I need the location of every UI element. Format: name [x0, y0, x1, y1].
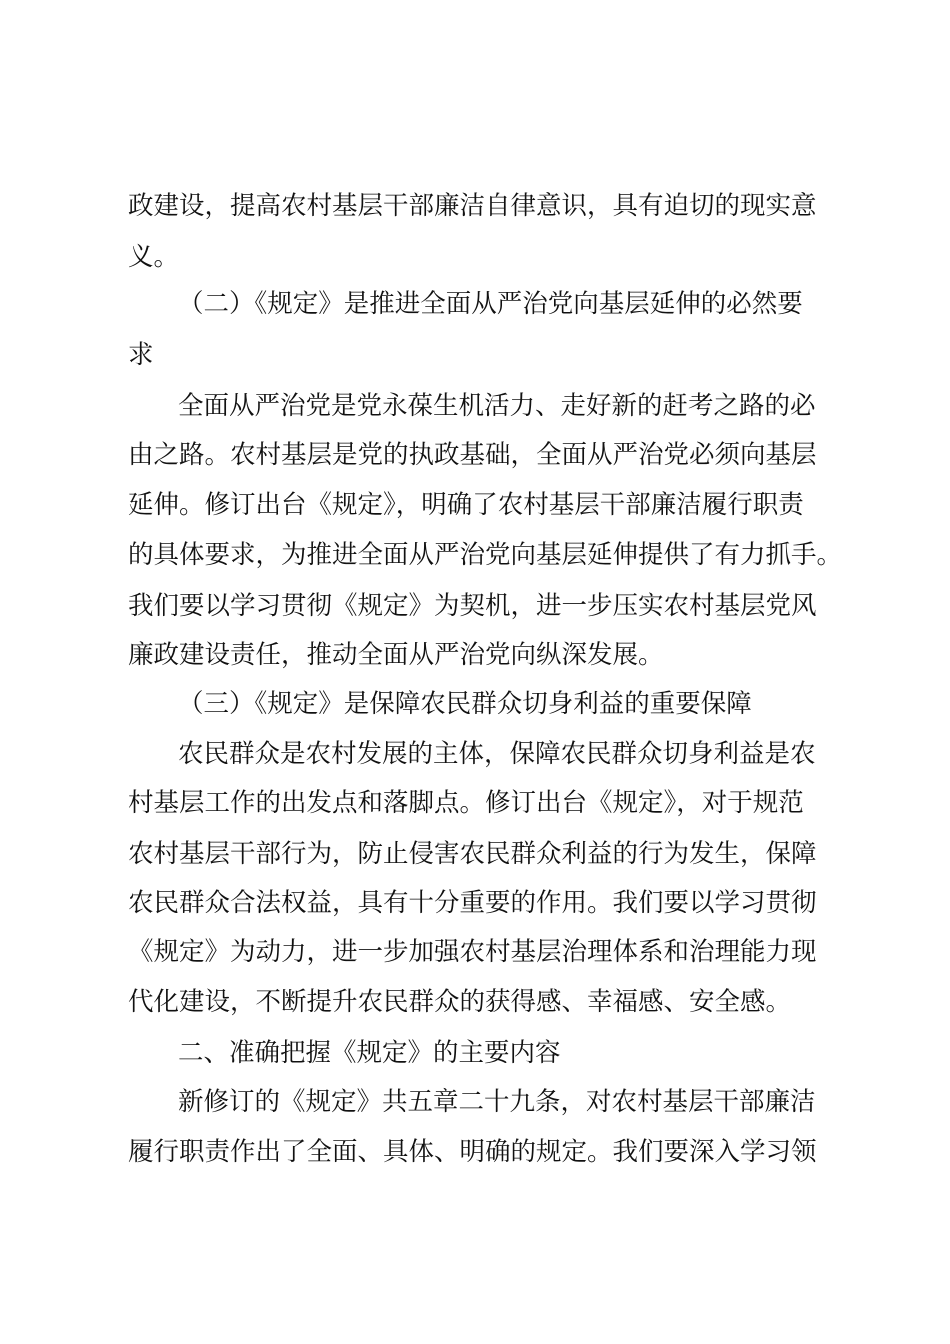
paragraph-line: 延伸。修订出台《规定》，明确了农村基层干部廉洁履行职责: [128, 490, 804, 520]
paragraph-line: 政建设，提高农村基层干部廉洁自律意识，具有迫切的现实意: [128, 191, 817, 221]
paragraph-line: 义。: [128, 242, 180, 272]
paragraph-line: 《规定》为动力，进一步加强农村基层治理体系和治理能力现: [128, 937, 817, 967]
paragraph-line: 廉政建设责任，推动全面从严治党向纵深发展。: [128, 640, 664, 670]
paragraph-line: 农村基层干部行为，防止侵害农民群众利益的行为发生，保障: [128, 839, 817, 869]
paragraph-line: 村基层工作的出发点和落脚点。修订出台《规定》，对于规范: [128, 788, 804, 818]
paragraph-line: 农民群众合法权益，具有十分重要的作用。我们要以学习贯彻: [128, 888, 817, 918]
section-heading: 求: [128, 340, 154, 370]
paragraph-line: 农民群众是农村发展的主体，保障农民群众切身利益是农: [178, 739, 816, 769]
paragraph-line: 由之路。农村基层是党的执政基础，全面从严治党必须向基层: [128, 440, 817, 470]
paragraph-line: 的具体要求，为推进全面从严治党向基层延伸提供了有力抓手。: [128, 540, 843, 570]
section-heading: （三）《规定》是保障农民群众切身利益的重要保障: [178, 689, 752, 719]
paragraph-line: 我们要以学习贯彻《规定》为契机，进一步压实农村基层党风: [128, 591, 817, 621]
section-heading: （二）《规定》是推进全面从严治党向基层延伸的必然要: [178, 289, 803, 319]
section-heading: 二、准确把握《规定》的主要内容: [178, 1038, 561, 1068]
paragraph-line: 新修订的《规定》共五章二十九条，对农村基层干部廉洁: [178, 1087, 816, 1117]
paragraph-line: 代化建设，不断提升农民群众的获得感、幸福感、安全感。: [128, 987, 792, 1017]
paragraph-line: 履行职责作出了全面、具体、明确的规定。我们要深入学习领: [128, 1137, 817, 1167]
paragraph-line: 全面从严治党是党永葆生机活力、走好新的赶考之路的必: [178, 391, 816, 421]
